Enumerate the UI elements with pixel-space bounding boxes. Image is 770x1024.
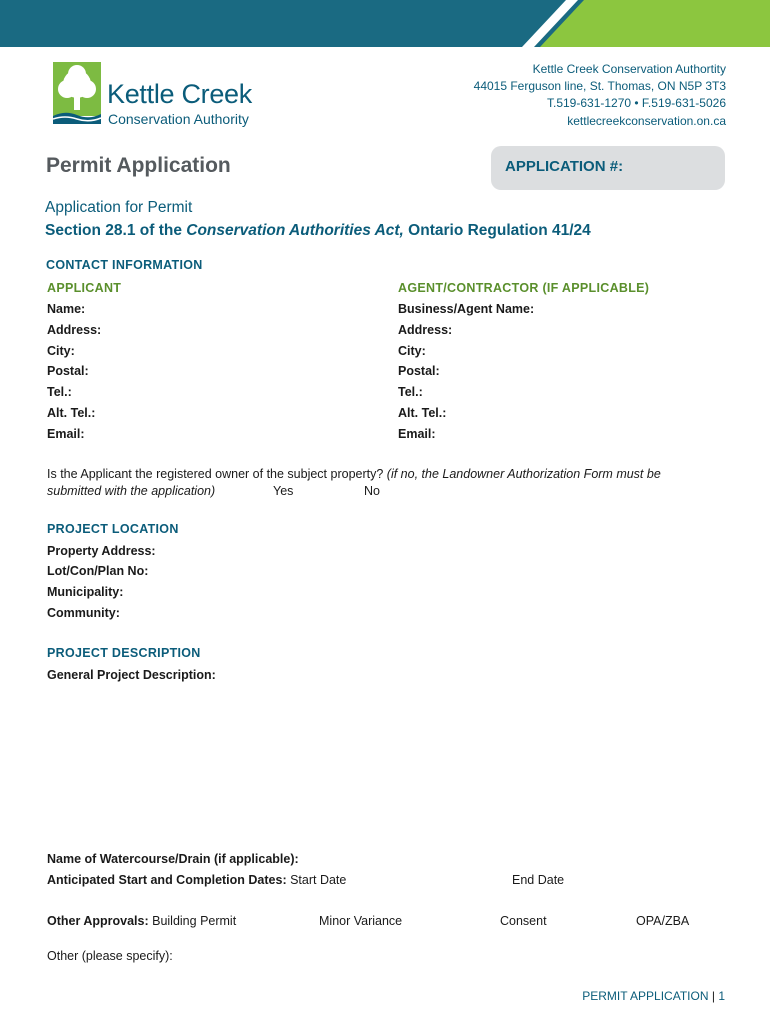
approvals-row xyxy=(47,914,236,928)
organization-address: 44015 Ferguson line, St. Thomas, ON N5P 3T3 xyxy=(473,79,726,94)
project-location-heading: PROJECT LOCATION xyxy=(47,522,179,536)
page-number: 1 xyxy=(718,989,725,1003)
footer-title: PERMIT APPLICATION xyxy=(582,989,709,1003)
contact-information-heading: CONTACT INFORMATION xyxy=(46,258,203,272)
page-title: Permit Application xyxy=(46,154,231,177)
owner-question-text: Is the Applicant the registered owner of the subject property? xyxy=(47,467,387,481)
watercourse-field[interactable]: Name of Watercourse/Drain (if applicable): xyxy=(47,852,299,866)
agent-alt-tel-field[interactable]: Alt. Tel.: xyxy=(398,406,447,420)
dates-label: Anticipated Start and Completion Dates: xyxy=(47,873,287,887)
form-subtitle: Application for Permit xyxy=(45,199,193,216)
applicant-alt-tel-field[interactable]: Alt. Tel.: xyxy=(47,406,96,420)
agent-address-field[interactable]: Address: xyxy=(398,323,453,337)
property-address-field[interactable]: Property Address: xyxy=(47,544,156,558)
legislation-prefix: Section 28.1 of the xyxy=(45,222,187,239)
lot-con-plan-field[interactable]: Lot/Con/Plan No: xyxy=(47,564,149,578)
applicant-postal-field[interactable]: Postal: xyxy=(47,364,89,378)
general-description-field[interactable]: General Project Description: xyxy=(47,668,216,682)
community-field[interactable]: Community: xyxy=(47,606,120,620)
applicant-city-field[interactable]: City: xyxy=(47,344,75,358)
agent-city-field[interactable]: City: xyxy=(398,344,426,358)
kettle-creek-logo xyxy=(53,60,273,130)
applicant-email-field[interactable]: Email: xyxy=(47,427,85,441)
agent-name-field[interactable]: Business/Agent Name: xyxy=(398,302,535,316)
minor-variance-option[interactable]: Minor Variance xyxy=(319,914,403,928)
logo-name: Kettle Creek xyxy=(107,79,252,109)
legislation-act: Conservation Authorities Act, xyxy=(186,222,404,239)
end-date-field[interactable]: End Date xyxy=(512,873,565,887)
dates-row xyxy=(47,873,346,887)
footer-separator: | xyxy=(708,989,719,1003)
organization-website[interactable]: kettlecreekconservation.on.ca xyxy=(567,113,726,128)
legislation-regulation: Ontario Regulation 41/24 xyxy=(403,222,591,239)
organization-contact xyxy=(474,61,726,130)
applicant-name-field[interactable]: Name: xyxy=(47,302,86,316)
page-footer xyxy=(582,989,725,1003)
municipality-field[interactable]: Municipality: xyxy=(47,585,124,599)
agent-postal-field[interactable]: Postal: xyxy=(398,364,440,378)
form-legislation xyxy=(45,222,591,240)
owner-yes-option[interactable]: Yes xyxy=(273,484,294,498)
project-description-heading: PROJECT DESCRIPTION xyxy=(47,646,201,660)
applicant-tel-field[interactable]: Tel.: xyxy=(47,385,72,399)
applicant-heading: APPLICANT xyxy=(47,281,122,295)
opa-zba-option[interactable]: OPA/ZBA xyxy=(636,914,690,928)
agent-tel-field[interactable]: Tel.: xyxy=(398,385,423,399)
application-number-label: APPLICATION #: xyxy=(505,158,624,175)
logo-subtitle: Conservation Authority xyxy=(108,111,249,127)
approvals-label: Other Approvals: xyxy=(47,914,149,928)
other-approvals-field[interactable]: Other (please specify): xyxy=(47,949,173,963)
agent-heading: AGENT/CONTRACTOR (IF APPLICABLE) xyxy=(398,281,650,295)
header-bar xyxy=(0,0,770,47)
owner-no-option[interactable]: No xyxy=(364,484,380,498)
tree-logo-icon xyxy=(53,60,103,128)
owner-question-note-cont: submitted with the application) xyxy=(47,484,216,498)
owner-question-note: (if no, the Landowner Authorization Form must be xyxy=(386,467,661,481)
agent-email-field[interactable]: Email: xyxy=(398,427,436,441)
organization-phone-fax: T.519-631-1270 • F.519-631-5026 xyxy=(547,96,726,111)
consent-option[interactable]: Consent xyxy=(500,914,547,928)
applicant-address-field[interactable]: Address: xyxy=(47,323,102,337)
start-date-field[interactable]: Start Date xyxy=(286,873,347,887)
building-permit-option[interactable]: Building Permit xyxy=(148,914,237,928)
owner-question xyxy=(47,467,661,481)
organization-name: Kettle Creek Conservation Authortity xyxy=(532,62,726,76)
application-number-field[interactable] xyxy=(491,146,725,190)
